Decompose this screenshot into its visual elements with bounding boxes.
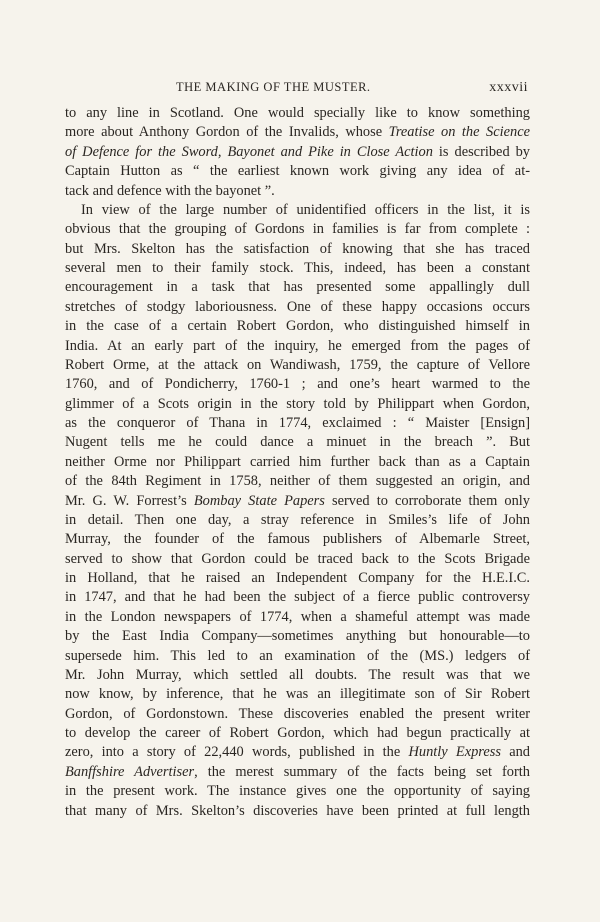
- text-line: [65, 317, 530, 336]
- text-run: that many of Mrs. Skelton’s discoveries have been printed at full length: [65, 802, 530, 819]
- text-line: [65, 550, 530, 569]
- text-run: 1760, and of Pondicherry, 1760-1 ; and one’s heart warmed to the: [65, 376, 530, 393]
- text-line: [65, 337, 530, 356]
- text-run: of the 84th Regiment in 1758, neither of them suggested an origin, and: [65, 473, 530, 490]
- running-head: [66, 80, 528, 96]
- text-run: in 1747, and that he had been the subject of a fierce public controversy: [65, 589, 530, 606]
- text-run: in the London newspapers of 1774, when a shameful attempt was made: [65, 608, 530, 625]
- text-line: [65, 356, 530, 375]
- text-run: stretches of stodgy laboriousness. One of these happy occasions occurs: [65, 298, 530, 315]
- italic-title: Bombay State Papers: [193, 492, 325, 509]
- text-line: [65, 743, 530, 762]
- text-run: as the conqueror of Thana in 1774, exclaimed : “ Maister [Ensign]: [65, 415, 530, 431]
- text-run: in Holland, that he raised an Independent Company for the H.E.I.C.: [65, 570, 530, 586]
- text-run: in the present work. The instance gives one the opportunity of saying: [65, 783, 530, 800]
- running-title: THE MAKING OF THE MUSTER.: [176, 80, 371, 94]
- text-run: encouragement in a task that has presented some appallingly dull: [65, 279, 530, 296]
- text-line: [65, 627, 530, 646]
- text-line: [65, 492, 530, 511]
- text-line: [65, 395, 530, 414]
- italic-title: Banffshire Advertiser: [65, 763, 195, 780]
- text-run: Robert Orme, at the attack on Wandiwash, 1759, the capture of Vellore: [65, 356, 530, 373]
- text-line: [65, 472, 530, 491]
- text-run: supersede him. This led to an examination of the (MS.) ledgers of: [65, 647, 530, 664]
- text-line: [65, 647, 530, 666]
- text-line: [65, 782, 530, 801]
- text-line: [65, 685, 530, 704]
- text-run: Nugent tells me he could dance a minuet in the breach ”. But: [65, 434, 530, 451]
- text-run: in the case of a certain Robert Gordon, who distinguished himself in: [65, 318, 530, 335]
- text-run: glimmer of a Scots origin in the story told by Philippart when Gordon,: [65, 395, 530, 412]
- text-run: but Mrs. Skelton has the satisfaction of knowing that she has traced: [65, 240, 530, 257]
- text-run: several men to their family stock. This, indeed, has been a constant: [65, 260, 530, 276]
- text-run: neither Orme nor Philippart carried him further back than as a Captain: [65, 453, 530, 470]
- text-line: [65, 453, 530, 472]
- text-run: to develop the career of Robert Gordon, which had begun practically at: [65, 725, 530, 741]
- text-line: [65, 569, 530, 588]
- text-line: [65, 240, 530, 259]
- text-run: , the merest summary of the facts being set forth: [194, 763, 530, 780]
- text-run: Murray, the founder of the famous publishers of Albemarle Street,: [65, 531, 530, 548]
- text-line: [65, 182, 530, 201]
- text-run: Gordon, of Gordonstown. These discoveries enabled the present writer: [65, 705, 530, 722]
- text-line: [65, 588, 530, 607]
- italic-title: Treatise on the Science: [388, 124, 530, 141]
- text-run: is described by: [432, 143, 531, 160]
- text-line: [65, 298, 530, 317]
- text-line: [65, 802, 530, 821]
- text-run: In view of the large number of unidentified officers in the list, it is: [81, 201, 530, 218]
- text-run: obvious that the grouping of Gordons in families is far from complete :: [65, 221, 530, 238]
- text-run: Mr. John Murray, which settled all doubts. The result was that we: [65, 666, 530, 683]
- text-line: [65, 414, 530, 433]
- italic-title: Huntly Express: [408, 744, 501, 761]
- text-run: zero, into a story of 22,440 words, published in the: [65, 744, 409, 761]
- text-line: [65, 433, 530, 452]
- text-run: to any line in Scotland. One would specially like to know something: [65, 105, 530, 121]
- text-run: by the East India Company—sometimes anything but honourable—to: [65, 628, 530, 645]
- text-run: served to corroborate them only: [324, 492, 530, 509]
- text-line: [65, 375, 530, 394]
- italic-title: of Defence for the Sword, Bayonet and Pike in Close Action: [65, 143, 433, 160]
- text-line: [65, 724, 530, 743]
- text-line: [65, 104, 530, 123]
- text-line: [65, 511, 530, 530]
- text-run: now know, by inference, that he was an illegitimate son of Sir Robert: [65, 686, 530, 703]
- text-line: [65, 763, 530, 782]
- text-run: India. At an early part of the inquiry, he emerged from the pages of: [65, 337, 530, 354]
- page-number: xxxvii: [489, 80, 528, 95]
- text-line: [65, 201, 530, 220]
- text-run: Captain Hutton as “ the earliest known work giving any idea of at-: [65, 163, 530, 180]
- text-line: [65, 278, 530, 297]
- text-run: tack and defence with the bayonet ”.: [65, 182, 275, 199]
- text-line: [65, 143, 530, 162]
- text-line: [65, 259, 530, 278]
- body-text: [65, 104, 530, 821]
- text-line: [65, 705, 530, 724]
- text-run: Mr. G. W. Forrest’s: [65, 492, 194, 509]
- text-line: [65, 220, 530, 239]
- text-line: [65, 666, 530, 685]
- text-run: in detail. Then one day, a stray reference in Smiles’s life of John: [65, 511, 530, 528]
- text-line: [65, 608, 530, 627]
- text-run: and: [500, 744, 530, 761]
- text-line: [65, 123, 530, 142]
- text-line: [65, 530, 530, 549]
- text-line: [65, 162, 530, 181]
- text-run: served to show that Gordon could be traced back to the Scots Brigade: [65, 550, 530, 567]
- text-run: more about Anthony Gordon of the Invalids, whose: [65, 124, 389, 141]
